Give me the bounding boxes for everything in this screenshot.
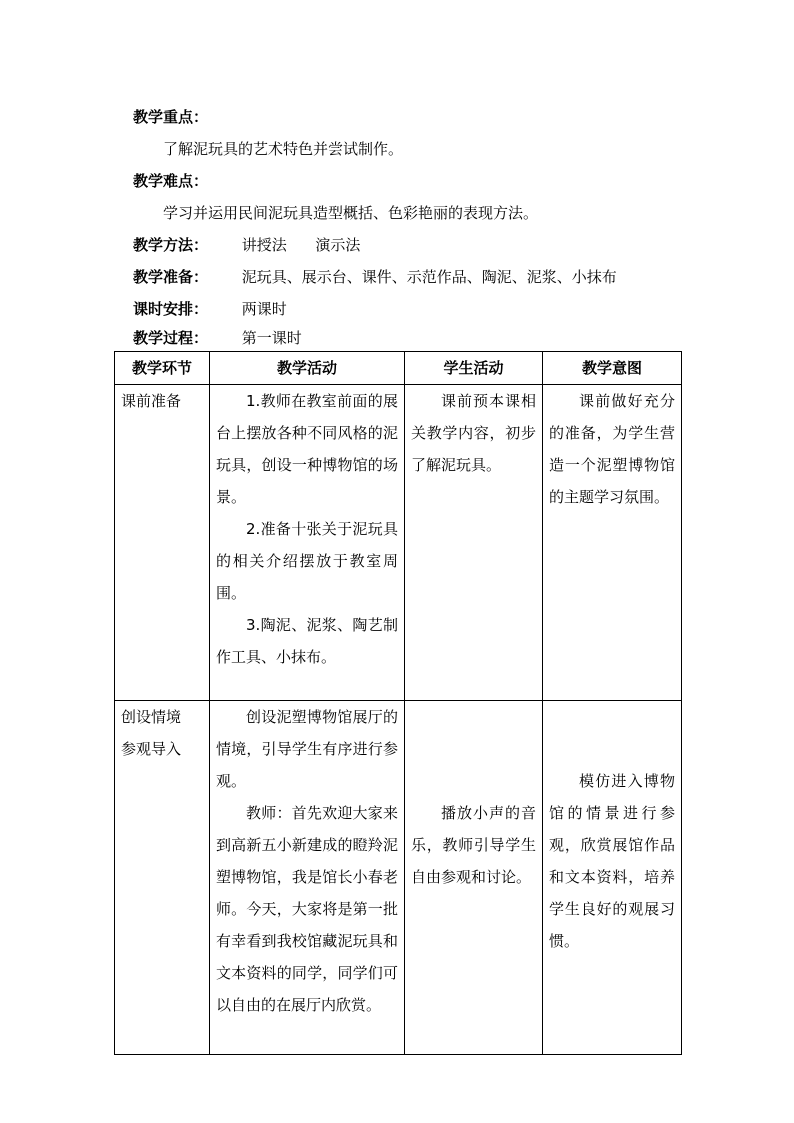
difficulty-text: 学习并运用民间泥玩具造型概括、色彩艳丽的表现方法。 (163, 204, 539, 222)
header-intent: 教学意图 (543, 352, 682, 385)
lesson-table (114, 351, 682, 1055)
row1-teacher-item-1: 1.教师在教室前面的展台上摆放各种不同风格的泥玩具，创设一种博物馆的场景。 (216, 392, 398, 506)
key-points-text: 了解泥玩具的艺术特色并尝试制作。 (163, 140, 404, 158)
header-teacher-activity: 教学活动 (210, 352, 405, 385)
process-text: 第一课时 (241, 329, 302, 347)
process-row (133, 328, 302, 348)
row1-teacher-item-2: 2.准备十张关于泥玩具的相关介绍摆放于教室周围。 (216, 520, 398, 602)
preparation-label: 教学准备： (133, 268, 209, 286)
row1-intent: 课前做好充分的准备，为学生营造一个泥塑博物馆的主题学习氛围。 (543, 385, 682, 701)
header-student-activity: 学生活动 (405, 352, 543, 385)
row1-teacher-item-3: 3.陶泥、泥浆、陶艺制作工具、小抹布。 (216, 616, 398, 666)
row2-student-activity: 播放小声的音乐，教师引导学生自由参观和讨论。 (405, 701, 543, 1055)
row1-teacher-activity (210, 385, 405, 701)
row2-teacher-item-2: 教师：首先欢迎大家来到高新五小新建成的瞪羚泥塑博物馆，我是馆长小春老师。今天，大家将是第一批有幸看到我校馆藏泥玩具和文本资料的同学，同学们可以自由的在展厅内欣赏。 (216, 804, 398, 1014)
method-text: 讲授法 演示法 (241, 236, 361, 254)
table-header-row (115, 352, 682, 385)
schedule-label: 课时安排： (133, 300, 209, 318)
preparation-text: 泥玩具、展示台、课件、示范作品、陶泥、泥浆、小抹布 (241, 268, 617, 286)
row2-teacher-item-1: 创设泥塑博物馆展厅的情境，引导学生有序进行参观。 (216, 708, 398, 790)
row2-stage: 创设情境 参观导入 (115, 701, 210, 1055)
header-stage: 教学环节 (115, 352, 210, 385)
schedule-row (133, 299, 287, 319)
table-row (115, 385, 682, 701)
row2-intent: 模仿进入博物馆的情景进行参观，欣赏展馆作品和文本资料，培养学生良好的观展习惯。 (543, 701, 682, 1055)
row1-stage: 课前准备 (115, 385, 210, 701)
difficulty-label: 教学难点： (133, 172, 209, 190)
schedule-text: 两课时 (241, 300, 287, 318)
process-label: 教学过程： (133, 329, 209, 347)
key-points-label: 教学重点： (133, 108, 209, 126)
preparation-row (133, 267, 617, 287)
method-row (133, 235, 360, 255)
row2-teacher-activity (210, 701, 405, 1055)
table-row (115, 701, 682, 1055)
row1-student-activity: 课前预本课相关教学内容，初步了解泥玩具。 (405, 385, 543, 701)
method-label: 教学方法： (133, 236, 209, 254)
